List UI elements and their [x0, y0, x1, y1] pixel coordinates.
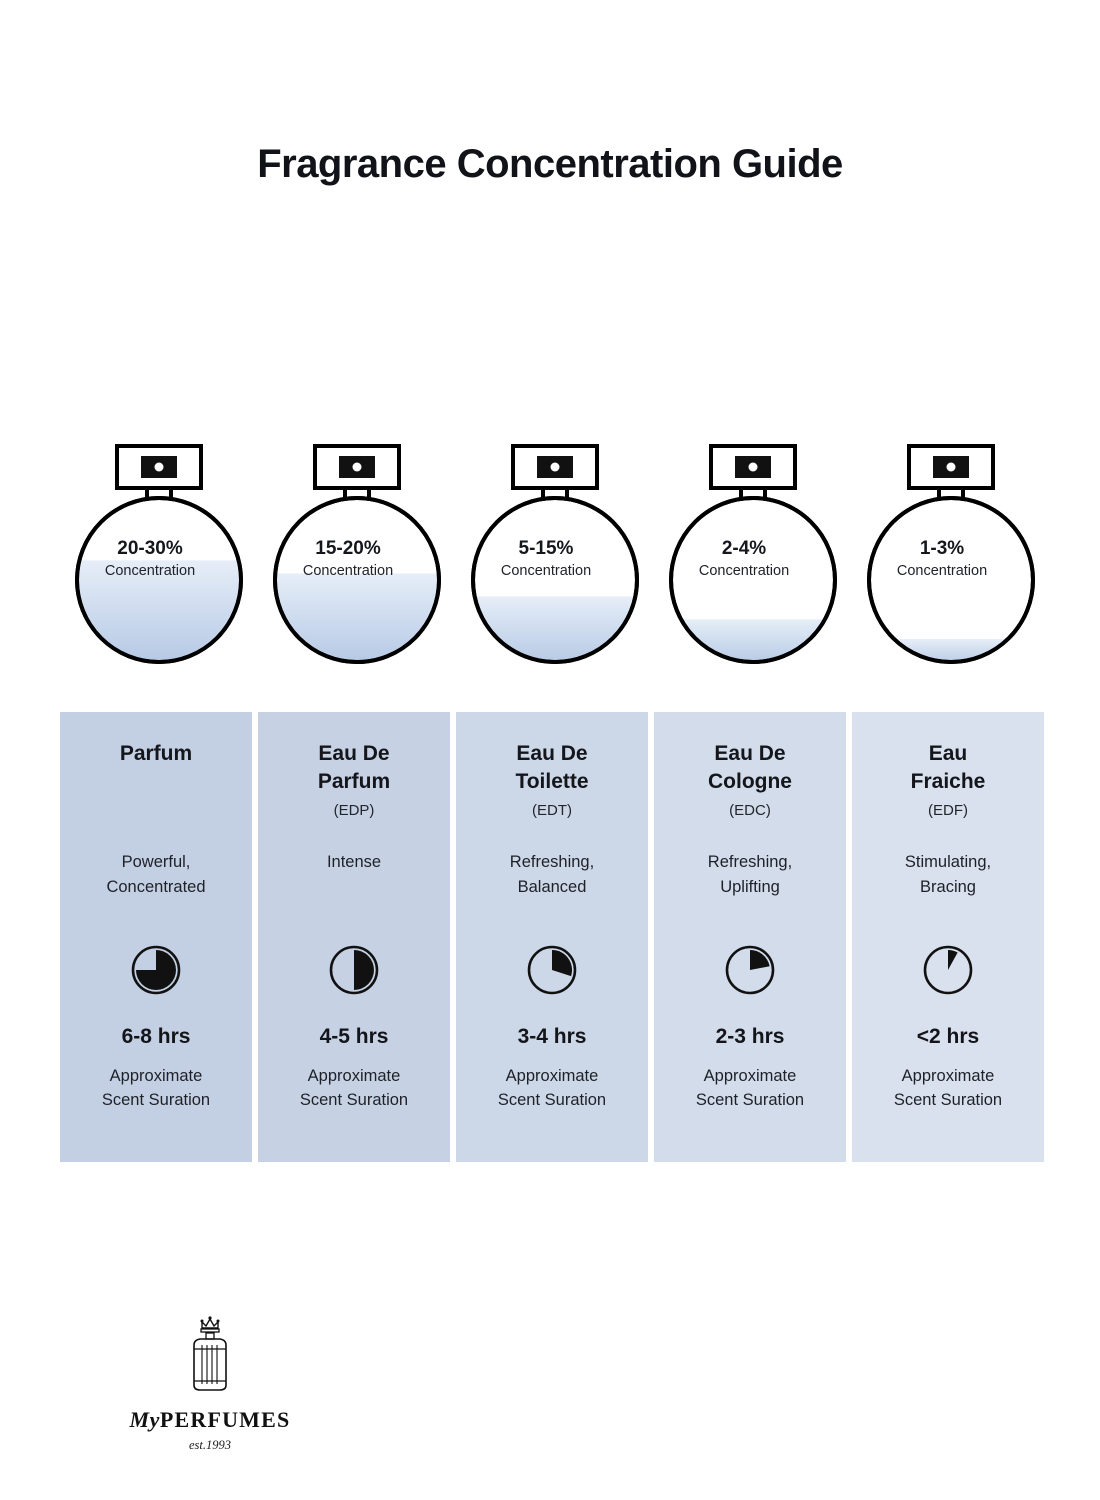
- bottle-label: Concentration: [500, 563, 592, 579]
- clock-pie-icon: [526, 944, 578, 996]
- fragrance-card: [258, 712, 450, 1162]
- card-row: [60, 712, 1050, 1162]
- duration-clock: [922, 944, 974, 996]
- card-title: Eau De Cologne: [708, 742, 792, 793]
- perfume-bottle-icon: [465, 440, 645, 670]
- card-description: Powerful, Concentrated: [106, 853, 206, 896]
- card-abbreviation: (EDP): [333, 802, 375, 820]
- logo-name-first: My: [129, 1407, 160, 1432]
- duration-label: Approximate Scent Suration: [695, 1067, 805, 1110]
- fragrance-card: [456, 712, 648, 1162]
- duration-clock: [328, 944, 380, 996]
- bottle-percent: 1-3%: [919, 538, 965, 559]
- card-description: Refreshing, Uplifting: [707, 853, 793, 896]
- logo-name-rest: PERFUMES: [159, 1407, 291, 1432]
- card-abbreviation: (EDF): [928, 802, 968, 820]
- duration-value: 3-4 hrs: [517, 1025, 587, 1048]
- bottle-cell: [852, 440, 1050, 680]
- clock-pie-icon: [130, 944, 182, 996]
- bottle-cell: [456, 440, 654, 680]
- duration-value: 2-3 hrs: [715, 1025, 785, 1048]
- clock-pie-icon: [328, 944, 380, 996]
- bottle-cell: [654, 440, 852, 680]
- bottle-percent: 5-15%: [518, 538, 574, 559]
- bottle-label: Concentration: [104, 563, 196, 579]
- bottle-percent: 2-4%: [721, 538, 767, 559]
- bottle-percent: 15-20%: [315, 538, 381, 559]
- card-title: Parfum: [119, 742, 193, 765]
- bottle-label: Concentration: [302, 563, 394, 579]
- logo-established: est.1993: [188, 1438, 231, 1452]
- fragrance-card: [654, 712, 846, 1162]
- bottle-percent: 20-30%: [117, 538, 183, 559]
- brand-logo: [100, 1315, 320, 1453]
- bottle-cell: [60, 440, 258, 680]
- bottle-cell: [258, 440, 456, 680]
- card-description: Intense: [326, 853, 382, 871]
- perfume-bottle-icon: [69, 440, 249, 670]
- duration-label: Approximate Scent Suration: [299, 1067, 409, 1110]
- clock-pie-icon: [922, 944, 974, 996]
- duration-value: <2 hrs: [916, 1025, 980, 1048]
- card-title: Eau Fraiche: [910, 742, 986, 793]
- duration-value: 6-8 hrs: [121, 1025, 191, 1048]
- card-abbreviation: (EDT): [532, 802, 572, 820]
- duration-label: Approximate Scent Suration: [893, 1067, 1003, 1110]
- card-title: Eau De Toilette: [515, 742, 589, 793]
- bottle-label: Concentration: [698, 563, 790, 579]
- bottle-label: Concentration: [896, 563, 988, 579]
- duration-value: 4-5 hrs: [319, 1025, 389, 1048]
- duration-label: Approximate Scent Suration: [497, 1067, 607, 1110]
- crown-perfume-bottle-logo-icon: [180, 1315, 240, 1401]
- duration-clock: [724, 944, 776, 996]
- card-abbreviation: (EDC): [729, 802, 771, 820]
- bottle-row: [60, 440, 1050, 680]
- card-title: Eau De Parfum: [317, 742, 391, 793]
- duration-clock: [130, 944, 182, 996]
- fragrance-card: [60, 712, 252, 1162]
- duration-clock: [526, 944, 578, 996]
- card-description: Stimulating, Bracing: [904, 853, 992, 896]
- logo-wordmark: [100, 1407, 320, 1433]
- card-description: Refreshing, Balanced: [509, 853, 595, 896]
- clock-pie-icon: [724, 944, 776, 996]
- fragrance-card: [852, 712, 1044, 1162]
- perfume-bottle-icon: [861, 440, 1041, 670]
- perfume-bottle-icon: [663, 440, 843, 670]
- page-title: Fragrance Concentration Guide: [257, 142, 843, 186]
- perfume-bottle-icon: [267, 440, 447, 670]
- duration-label: Approximate Scent Suration: [101, 1067, 211, 1110]
